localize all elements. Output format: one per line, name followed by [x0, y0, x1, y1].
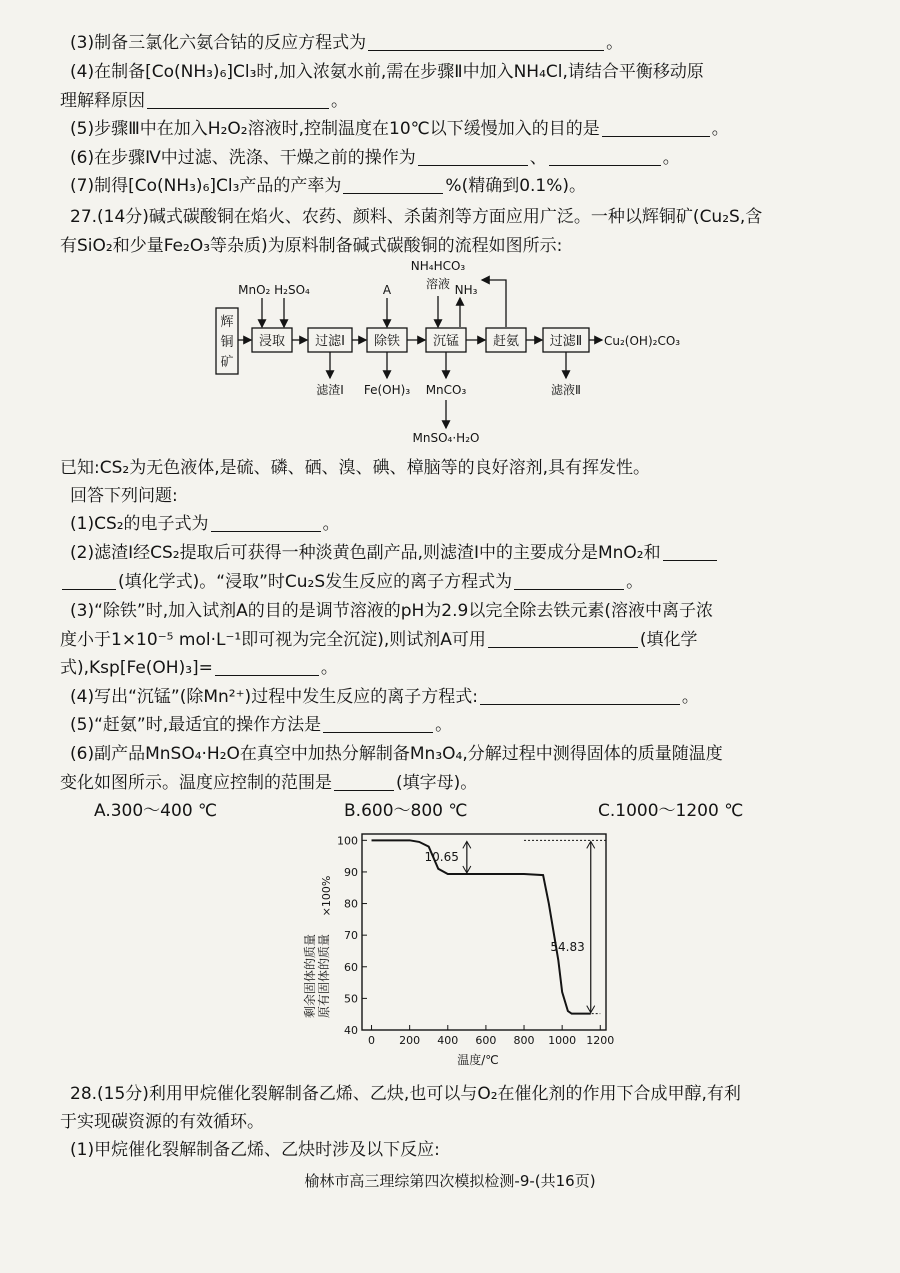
question-27-2b [60, 570, 840, 594]
process-flow-diagram [210, 258, 730, 454]
mass-temperature-chart [300, 826, 620, 1072]
q27-2a-text: (2)滤渣Ⅰ经CS₂提取后可获得一种淡黄色副产品,则滤渣Ⅰ中的主要成分是MnO₂和 [70, 543, 661, 563]
x-tick-label: 200 [399, 1034, 421, 1047]
step-label-ammonia: 赶氨 [492, 334, 520, 349]
reagent-nh3-label: NH₃ [454, 283, 478, 297]
residue1-label: 滤渣Ⅰ [316, 383, 344, 397]
option-b[interactable]: B.600～800 ℃ [344, 801, 468, 821]
y-axis-label-top: 剩余固体的质量 [303, 933, 317, 1019]
x-tick-label: 1000 [548, 1034, 577, 1047]
step-label-filter1: 过滤Ⅰ [315, 334, 345, 349]
step-label-iron: 除铁 [373, 334, 401, 349]
period: 。 [331, 91, 348, 111]
question-26-5 [70, 117, 850, 141]
question-26-4a [70, 60, 850, 84]
raw-label-3: 矿 [220, 355, 234, 370]
answer-blank[interactable] [343, 175, 443, 194]
question-27-5 [70, 713, 850, 737]
answer-prompt-text: 回答下列问题: [70, 486, 178, 506]
q27-5-text: (5)“赶氨”时,最适宜的操作方法是 [70, 715, 322, 735]
answer-blank[interactable] [488, 629, 638, 648]
period: 。 [320, 658, 338, 678]
question-27-3b [60, 628, 840, 652]
x-axis-label: 温度/℃ [457, 1053, 499, 1067]
y-tick-label: 50 [344, 992, 358, 1006]
q27-6a-text: (6)副产品MnSO₄·H₂O在真空中加热分解制备Mn₃O₄,分解过程中测得固体的质量随温度 [70, 744, 723, 764]
residue-fe-label: Fe(OH)₃ [363, 383, 411, 397]
q26-4a-text: (4)在制备[Co(NH₃)₆]Cl₃时,加入浓氨水前,需在步骤Ⅱ中加入NH₄Cl,请结合平衡移动原 [70, 62, 704, 82]
q26-4b-text: 理解释原因 [60, 91, 145, 111]
period: 。 [435, 715, 453, 735]
x-tick-label: 400 [437, 1034, 459, 1047]
q27-3b-text: 度小于1×10⁻⁵ mol·L⁻¹即可视为完全沉淀),则试剂A可用 [60, 630, 486, 650]
answer-blank[interactable] [147, 90, 329, 109]
x-tick-label: 0 [368, 1034, 376, 1047]
period: 。 [606, 33, 624, 53]
answer-blank[interactable] [62, 571, 116, 590]
answer-blank[interactable] [514, 571, 624, 590]
y-axis-suffix: ×100% [320, 875, 333, 917]
raw-label-2: 铜 [220, 335, 234, 350]
option-c[interactable]: C.1000～1200 ℃ [598, 801, 744, 821]
y-tick-label: 70 [344, 929, 358, 943]
q27-3c-text: 式),Ksp[Fe(OH)₃]= [60, 658, 213, 678]
annotation-label: 10.65 [424, 850, 459, 865]
period: 。 [711, 119, 729, 139]
y-tick-label: 80 [344, 897, 358, 911]
question-27-2a [70, 541, 850, 565]
x-tick-label: 600 [475, 1034, 497, 1047]
answer-blank[interactable] [602, 118, 710, 137]
question-27-1 [70, 512, 850, 536]
question-27-6b [60, 771, 840, 795]
q27-4-text: (4)写出“沉锰”(除Mn²⁺)过程中发生反应的离子方程式: [70, 687, 478, 707]
y-tick-label: 60 [344, 960, 358, 974]
question-28-1 [70, 1138, 850, 1162]
annotation-label: 54.83 [550, 939, 585, 954]
step-label-manganese: 沉锰 [432, 334, 460, 349]
page-footer: 榆林市高三理综第四次模拟检测-9-(共16页) [304, 1172, 596, 1190]
period: 。 [681, 687, 699, 707]
q28-a-text: 28.(15分)利用甲烷催化裂解制备乙烯、乙炔,也可以与O₂在催化剂的作用下合成甲醇,有利 [70, 1084, 741, 1104]
question-27-intro-a [70, 205, 850, 229]
question-28-b [60, 1110, 840, 1134]
step-label-filter2: 过滤Ⅱ [549, 334, 583, 349]
answer-blank[interactable] [323, 714, 433, 733]
question-26-6: (6)在步骤Ⅳ中过滤、洗涤、干燥之前的操作为 、 。 [70, 148, 680, 168]
question-27-3a [70, 599, 850, 623]
q27-3a-text: (3)“除铁”时,加入试剂A的目的是调节溶液的pH为2.9以完全除去铁元素(溶液中离子浓 [70, 601, 713, 621]
filtrate2-label: 滤液Ⅱ [551, 383, 581, 397]
step-label-leach: 浸取 [258, 334, 286, 349]
answer-blank[interactable] [215, 657, 319, 676]
question-26-3 [70, 31, 850, 55]
answer-blank-2[interactable] [549, 147, 661, 166]
q26-7a-text: (7)制得[Co(NH₃)₆]Cl₃产品的产率为 [70, 176, 342, 196]
q27-6b-tail: (填字母)。 [396, 773, 478, 793]
question-27-intro-b [60, 234, 840, 258]
raw-label-1: 辉 [220, 315, 234, 330]
mass-curve [372, 840, 591, 1013]
q27-1-text: (1)CS₂的电子式为 [70, 514, 209, 534]
y-tick-label: 40 [344, 1024, 358, 1037]
known-text: 已知:CS₂为无色液体,是硫、磷、硒、溴、碘、樟脑等的良好溶剂,具有挥发性。 [60, 458, 651, 478]
plot-frame [362, 834, 606, 1030]
question-27-4 [70, 685, 850, 709]
answer-blank-1[interactable] [418, 147, 528, 166]
q26-3-text: (3)制备三氯化六氨合钴的反应方程式为 [70, 33, 367, 53]
question-26-4b [60, 89, 840, 113]
q27-6b-text: 变化如图所示。温度应控制的范围是 [60, 773, 332, 793]
answer-blank[interactable] [480, 686, 680, 705]
y-tick-label: 90 [344, 865, 358, 879]
q27-2b-text: (填化学式)。“浸取”时Cu₂S发生反应的离子方程式为 [118, 572, 513, 592]
question-27-3c [60, 656, 840, 680]
q26-6-text: (6)在步骤Ⅳ中过滤、洗涤、干燥之前的操作为 [70, 148, 416, 168]
option-a[interactable]: A.300～400 ℃ [94, 801, 218, 821]
q27-intro-b-text: 有SiO₂和少量Fe₂O₃等杂质)为原料制备碱式碳酸铜的流程如图所示: [60, 236, 563, 256]
q26-5-text: (5)步骤Ⅲ中在加入H₂O₂溶液时,控制温度在10℃以下缓慢加入的目的是 [70, 119, 600, 139]
x-tick-label: 1200 [586, 1034, 615, 1047]
x-tick-label: 800 [513, 1034, 535, 1047]
question-26-7 [70, 174, 850, 198]
period: 。 [322, 514, 340, 534]
q28-1-text: (1)甲烷催化裂解制备乙烯、乙炔时涉及以下反应: [70, 1140, 440, 1160]
reagent-a-label: A [382, 283, 392, 297]
product-label: Cu₂(OH)₂CO₃ [604, 334, 681, 348]
q26-7b-text: %(精确到0.1%)。 [445, 176, 587, 196]
reagent-solution-label: 溶液 [425, 277, 451, 291]
q28-b-text: 于实现碳资源的有效循环。 [60, 1112, 264, 1132]
residue-mn-label: MnCO₃ [425, 383, 467, 397]
question-28-a [70, 1082, 850, 1106]
reagent-nh4hco3-label: NH₄HCO₃ [410, 259, 466, 273]
reagent-leach-label: MnO₂ H₂SO₄ [238, 283, 310, 297]
y-tick-label: 100 [337, 834, 358, 848]
period: 。 [662, 148, 680, 168]
answer-blank[interactable] [334, 772, 394, 791]
answer-blank[interactable] [211, 513, 321, 532]
q27-intro-a-text: 27.(14分)碱式碳酸铜在焰火、农药、颜料、杀菌剂等方面应用广泛。一种以辉铜矿(Cu₂S,含 [70, 207, 763, 227]
known-info [60, 456, 840, 480]
answer-blank[interactable] [663, 542, 717, 561]
answer-blank[interactable] [368, 32, 604, 51]
y-axis-label-bottom: 原有固体的质量 [317, 933, 331, 1019]
period: 。 [626, 572, 644, 592]
residue-mn2-label: MnSO₄·H₂O [412, 431, 480, 445]
answer-prompt [70, 484, 850, 508]
q27-3b-tail: (填化学 [639, 630, 698, 650]
question-27-6a [70, 742, 850, 766]
